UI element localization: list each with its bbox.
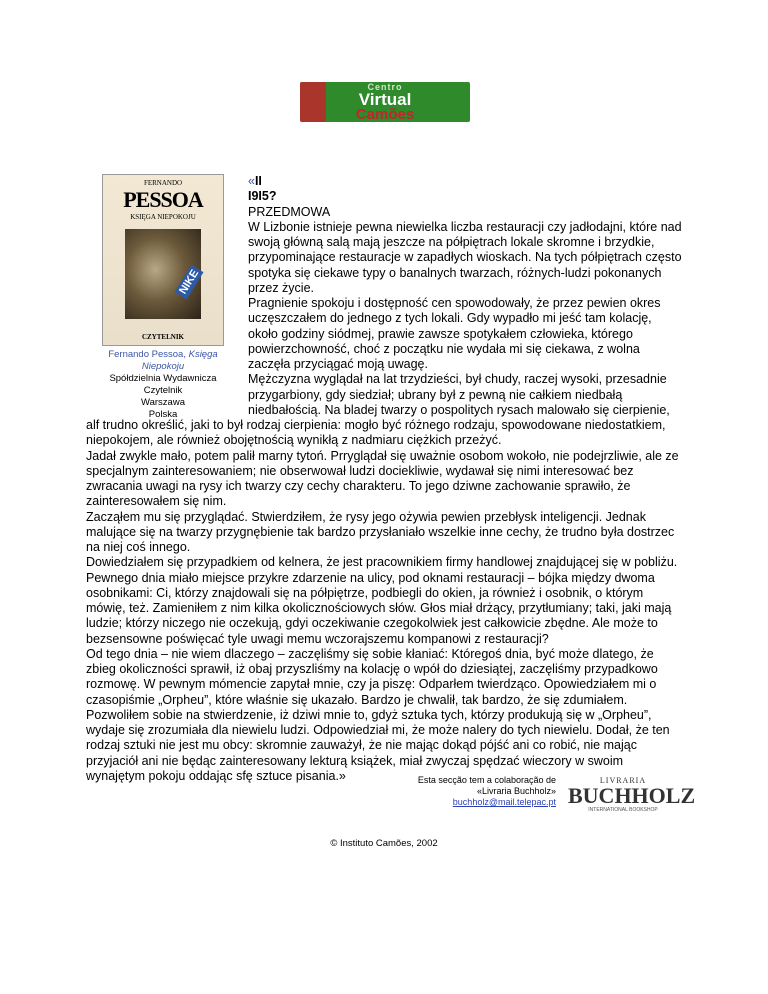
credit-email-link[interactable]: buchholz@mail.telepac.pt <box>452 797 556 807</box>
buchholz-tag: INTERNATIONAL BOOKSHOP <box>588 807 658 813</box>
buchholz-logo[interactable] <box>568 776 696 813</box>
paragraph: Pewnego dnia miało miejsce przykre zdarzenie na ulicy, pod oknami restauracji – bójka między dwoma osobnikami: Ci, którzy znajdowali się na półpiętrze, podbiegli do okien, ja również i osobnik, o którym mówię, też. Zamieniłem z nim kilka okolicznościowych słów. Głos miał drżący, przytłumiany; taki, jaki mają ludzie; którzy niczego nie oczekują, gdyi oczekiwanie czegokolwiek jest całkowicie zbędne. Ale może to bezsensowne poświęcać tyle uwagi memu wczorajszemu kompanowi z restauracji? <box>86 570 672 646</box>
caption-publisher-name: Czytelnik <box>143 385 183 396</box>
caption-title-line1: Księga <box>188 349 218 360</box>
cover-author: FERNANDO <box>143 179 183 187</box>
caption-publisher: Spółdzielnia Wydawnicza <box>109 373 217 384</box>
cover-title: PESSOA <box>123 187 203 212</box>
paragraph: Jadał zwykle mało, potem palił marny tytoń. Prryglądał się uważnie osobom wokoło, nie podejrzliwie, ale ze specjalnym zainteresowaniem; nie obserwował ludzi dociekliwie, wydawał się nimi interesować bez zwracania uwagi na rysy ich twarzy czy cechy charakteru. To jego dziwne zachowanie sprawiło, że zainteresowałem się nim. <box>86 448 679 509</box>
logo-line1: Centro <box>367 82 403 92</box>
buchholz-top: LIVRARIA <box>599 776 647 785</box>
paragraph: Od tego dnia – nie wiem dlaczego – zaczęliśmy się sobie kłaniać: Któregoś dnia, być może dlatego, że zbieg okoliczności sprawił, iż obaj przyszliśmy na kolację o wpół do dziesiątej, zaczęliśmy przypadkowo rozmowę. W pewnym mómencie zapytał mnie, czy ja piszę: Odparłem twierdząco. Opowiedziałem mi o czasopiśmie „Orpheu”, które właśnie się ukazało. Bardzo je chwalił, tak bardzo, że się zdumiałem. Pozwoliłem sobie na stwierdzenie, iż dziwi mnie to, gdyż sztuka tych, którzy produkują się w „Orpheu”, wydaje się zrozumiała dla niewielu ludzi. Odpowiedział mi, że może nalery do tych niewielu. Dodał, że ten rodzaj sztuki nie jest mu obcy: skromnie zauważył, że nie mając dokąd pójść ani co robić, nie mając przyjaciół ani nie będąc zainteresowany lekturą książek, miał zwyczaj spędzać wieczory w swoim wynajętym pokoju oddając sfę sztuce pisania.» <box>86 646 670 783</box>
credit-line1: Esta secção tem a colaboração de <box>417 775 556 785</box>
article-section: PRZEDMOWA <box>248 204 331 219</box>
heading-text: II <box>254 174 262 188</box>
cover-subtitle: KSIĘGA NIEPOKOJU <box>130 213 196 221</box>
opening-quote: « <box>248 174 255 188</box>
cover-nike-badge: NIKE <box>175 265 204 300</box>
cover-publisher: CZYTELNIK <box>141 333 184 341</box>
collaboration-credit <box>380 775 556 808</box>
caption-country: Polska <box>148 409 178 420</box>
float-spacer <box>86 174 248 406</box>
paragraph: Dowiedziałem się przypadkiem od kelnera, że jest pracownikiem firmy handlowej znajdującej się w pobliżu. <box>86 555 678 570</box>
paragraph: Pragnienie spokoju i dostępność cen spowodowały, że przez pewien okres uczęszczałem do jednego z tych lokali. Gdy wypadło mi jeść tam kolację, około godziny siódmej, prawie zawsze spotykałem człowieka, którego powierzchowność, choć z początku nie wydała mi się ciekawa, z wolna zaczęła przyciągać moją uwagę. <box>248 296 661 371</box>
centro-virtual-camoes-logo[interactable] <box>300 82 470 122</box>
caption-title-line2: Niepokoju <box>141 361 185 372</box>
article-text <box>86 174 684 784</box>
copyright-footer: © Instituto Camões, 2002 <box>330 838 438 849</box>
caption-city: Warszawa <box>141 397 185 408</box>
logo-line3: Camões <box>355 106 415 122</box>
caption-author: Fernando Pessoa, <box>108 349 186 360</box>
logo-line2: Virtual <box>358 90 412 109</box>
paragraph: Mężczyzna wyglądał na lat trzydzieści, był chudy, raczej wysoki, przesadnie przygarbiony, gdy siedział; ubrany był z pewną nie całkiem niedbałą niedbałością. Na bladej twarzy o pospolitych rysach malowało się cierpienie, alf trudno określić, jaki to był rodzaj cierpienia: mogło być różnego rodzaju, spowodowane niedostatkiem, niepokojem, ale również obojętnością wynikłą z nadmiaru ciężkich przeżyć. <box>86 372 670 448</box>
credit-line2: «Livraria Buchholz» <box>476 786 556 796</box>
paragraph: W Lizbonie istnieje pewna niewielka liczba restauracji czy jadłodajni, które nad swoją główną salą mają jeszcze na półpiętrach lokale skromne i brzydkie, przypominające restauracje w zapadłych wioskach. Na tych półpiętrach często spotyka się ciekawe typy o banalnych twarzach, różnych-ludzi pokonanych przez życie. <box>248 219 682 295</box>
buchholz-name: BUCHHOLZ <box>568 783 696 808</box>
paragraph: Zacząłem mu się przyglądać. Stwierdziłem, że rysy jego ożywia pewien przebłysk inteligencji. Jednak malujące się na twarzy przygnębienie tak bardzo przysłaniało wszelkie inne cechy, że trudno była dostrzec na niej coś innego. <box>86 509 675 554</box>
article-number-text: I9I5? <box>248 189 277 204</box>
